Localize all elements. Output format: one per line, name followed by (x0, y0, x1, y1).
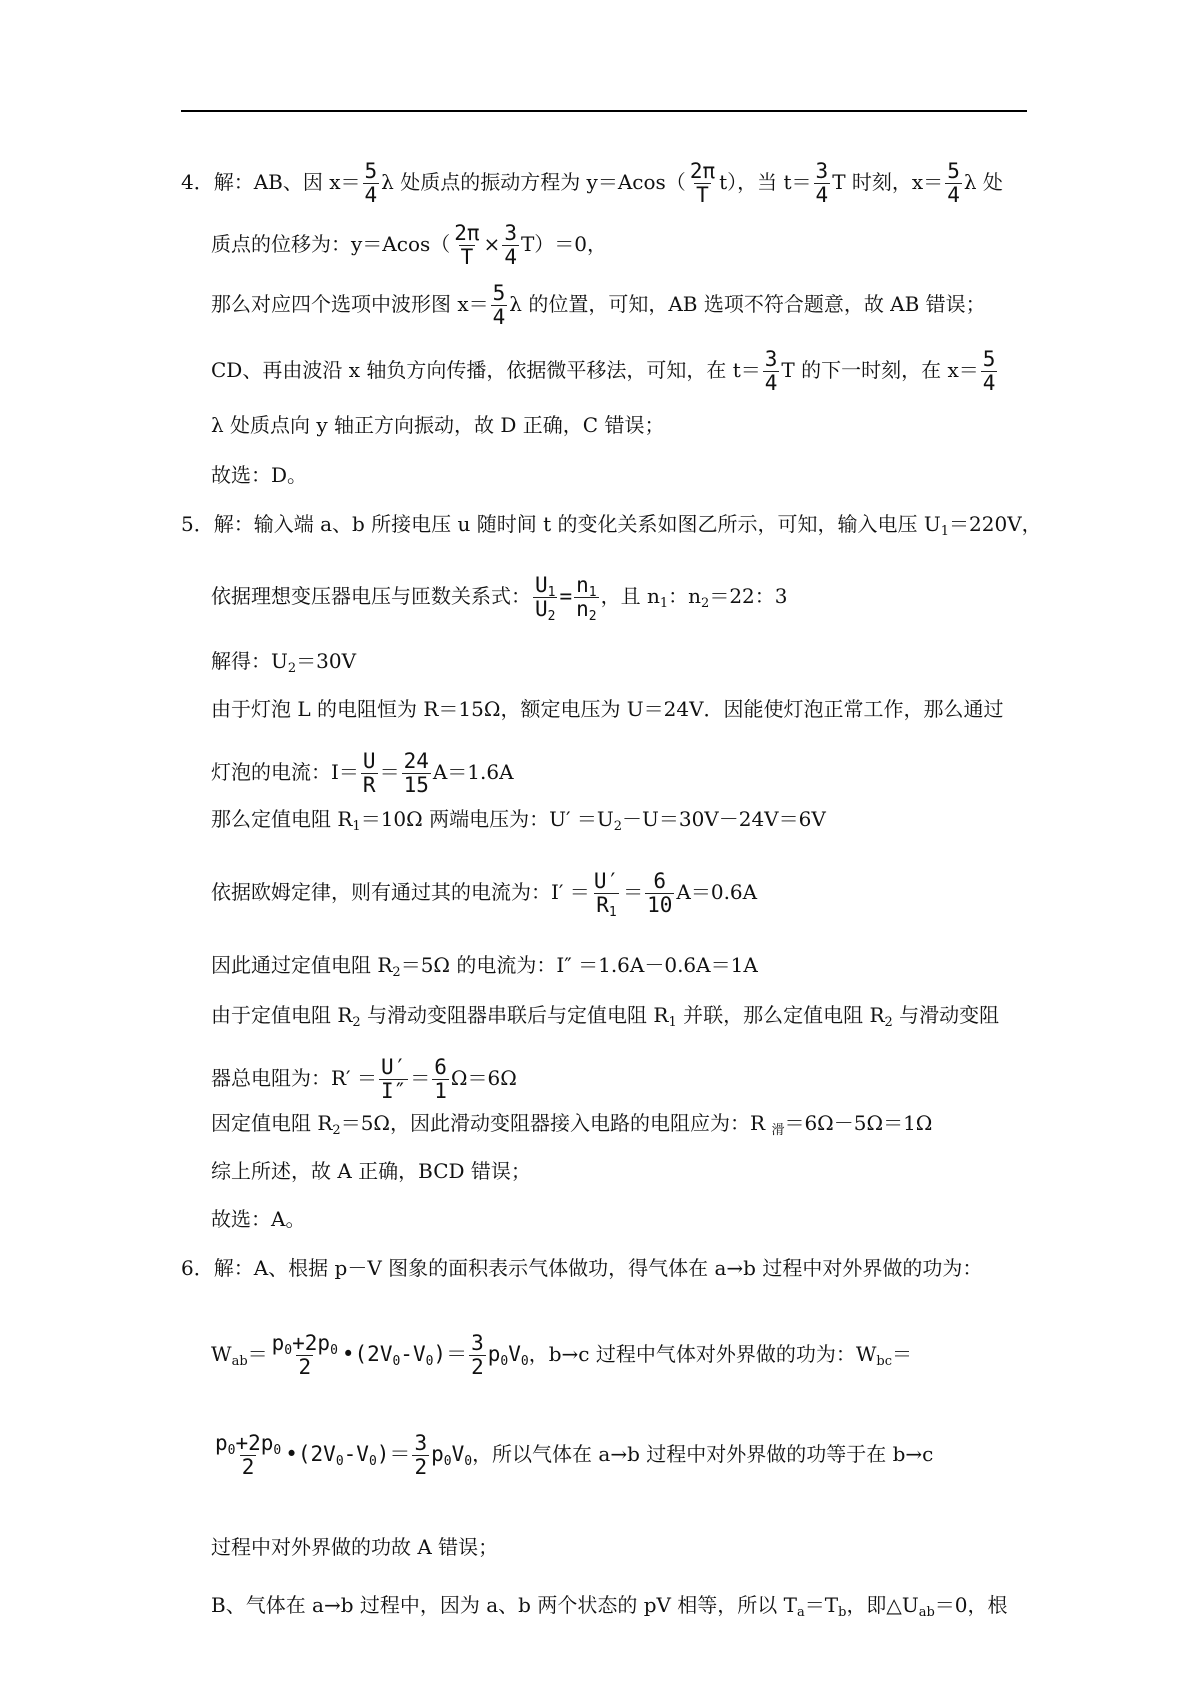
fraction: $\frac{5}{4}$ (492, 281, 506, 329)
fraction: $\frac{p_0+2p_0}{2}$ (215, 1431, 282, 1479)
problem-5-line-13: 故选：A。 (211, 1207, 306, 1231)
problem-6-line-2: $W_{ab}=$ $\frac{p_0+2p_0}{2}$ $•(2V_0-V_0)=$ $\frac{3}{2}$ $p_0V_0$，b→c 过程中气体对外界做的功为：$W_{bc}=$ (211, 1331, 912, 1379)
problem-6-line-4: 过程中对外界做的功故 A 错误； (211, 1535, 499, 1559)
fraction: $\frac{5}{4}$ (364, 159, 378, 207)
problem-6-line-3: $\frac{p_0+2p_0}{2}$ $•(2V_0-V_0)=$ $\frac{3}{2}$ $p_0V_0$，所以气体在 a→b 过程中对外界做的功等于在 b→c (215, 1431, 934, 1479)
fraction: $\frac{U}{R}$ (362, 749, 376, 797)
problem-4-line-5: λ 处质点向 y 轴正方向振动，故 D 正确，C 错误； (211, 413, 665, 437)
problem-5-line-7: 依据欧姆定律，则有通过其的电流为：I′ ＝ $\frac{U'}{R_1}$ ＝ $\frac{6}{10}$ A＝0.6A (211, 869, 758, 920)
problem-5-line-5: 灯泡的电流：I＝ $\frac{U}{R}$ ＝ $\frac{24}{15}$ A＝1.6A (211, 749, 514, 797)
fraction: $\frac{3}{4}$ (504, 221, 517, 269)
problem-4-line-2: 质点的位移为：y＝Acos（ $\frac{2\pi}{T}$ × $\frac{3}{4}$ T）＝0， (211, 221, 608, 269)
problem-5-line-2: 依据理想变压器电压与匝数关系式： $\frac{U_1}{U_2}$ = $\frac{n_1}{n_2}$ ，且 $n_1$：$n_2=22$：3 (211, 573, 788, 624)
fraction: $\frac{U'}{R_1}$ (593, 869, 620, 920)
problem-number: 5． (181, 512, 214, 536)
fraction: $\frac{3}{4}$ (764, 347, 778, 395)
header-rule (181, 110, 1027, 112)
problem-6-line-1: 6．解：A、根据 p－V 图象的面积表示气体做功，得气体在 a→b 过程中对外界做的功为： (181, 1256, 983, 1280)
fraction: $\frac{U_1}{U_2}$ (535, 573, 556, 624)
problem-5-line-11: 因定值电阻 $R_2=5\Omega$，因此滑动变阻器接入电路的电阻应为：R $_滑$＝6Ω－5Ω＝1Ω (211, 1111, 933, 1138)
problem-5-line-12: 综上所述，故 A 正确，BCD 错误； (211, 1159, 531, 1183)
problem-4-line-6: 故选：D。 (211, 463, 308, 487)
fraction: $\frac{U'}{I''}$ (380, 1055, 407, 1103)
fraction: $\frac{5}{4}$ (947, 159, 960, 207)
problem-5-line-1: 5．解：输入端 a、b 所接电压 u 随时间 t 的变化关系如图乙所示，可知，输入电压 $U_1=220V$， (181, 512, 1042, 539)
problem-4-line-4: CD、再由波沿 x 轴负方向传播，依据微平移法，可知，在 t＝ $\frac{3}{4}$ T 的下一时刻，在 x＝ $\frac{5}{4}$ (211, 347, 996, 395)
fraction: $\frac{5}{4}$ (982, 347, 996, 395)
problem-4-line-3: 那么对应四个选项中波形图 x＝ $\frac{5}{4}$ λ 的位置，可知，AB 选项不符合题意，故 AB 错误； (211, 281, 986, 329)
problem-4-line-1: 4．解：AB、因 x＝ $\frac{5}{4}$ λ 处质点的振动方程为 y＝Acos（ $\frac{2\pi}{T}$ t），当 t＝ $\frac{3}{4}$ T 时刻，x＝ $\frac{5}{4}$ λ 处 (181, 159, 1003, 207)
fraction: $\frac{3}{2}$ (471, 1331, 484, 1379)
fraction: $\frac{6}{10}$ (647, 869, 673, 917)
problem-5-line-3: 解得：$U_2=30V$ (211, 649, 357, 676)
fraction: $\frac{6}{1}$ (434, 1055, 447, 1103)
fraction: $\frac{24}{15}$ (403, 749, 429, 797)
problem-5-line-6: 那么定值电阻 $R_1=10\Omega$ 两端电压为：$U' =U_2-U=30V-24V=6V$ (211, 807, 826, 834)
fraction: $\frac{n_1}{n_2}$ (576, 573, 597, 624)
problem-5-line-8: 因此通过定值电阻 $R_2=5\Omega$ 的电流为：I″ ＝1.6A－0.6A＝1A (211, 953, 758, 980)
fraction: $\frac{2\pi}{T}$ (689, 159, 716, 207)
problem-5-line-9: 由于定值电阻 $R_2$ 与滑动变阻器串联后与定值电阻 $R_1$ 并联，那么定值电阻 $R_2$ 与滑动变阻 (211, 1003, 1000, 1030)
fraction: $\frac{p_0+2p_0}{2}$ (271, 1331, 338, 1379)
problem-number: 6． (181, 1256, 214, 1280)
problem-6-line-5: B、气体在 a→b 过程中，因为 a、b 两个状态的 pV 相等，所以 $T_a=T_b$，即$\triangle U_{ab}=0$，根 (211, 1593, 1008, 1620)
problem-number: 4． (181, 170, 214, 194)
problem-5-line-10: 器总电阻为：R′ ＝ $\frac{U'}{I''}$ ＝ $\frac{6}{1}$ Ω＝6Ω (211, 1055, 517, 1103)
fraction: $\frac{3}{2}$ (414, 1431, 428, 1479)
fraction: $\frac{3}{4}$ (815, 159, 829, 207)
fraction: $\frac{2\pi}{T}$ (454, 221, 480, 269)
problem-5-line-4: 由于灯泡 L 的电阻恒为 R＝15Ω，额定电压为 U＝24V．因能使灯泡正常工作，那么通过 (211, 697, 1004, 721)
